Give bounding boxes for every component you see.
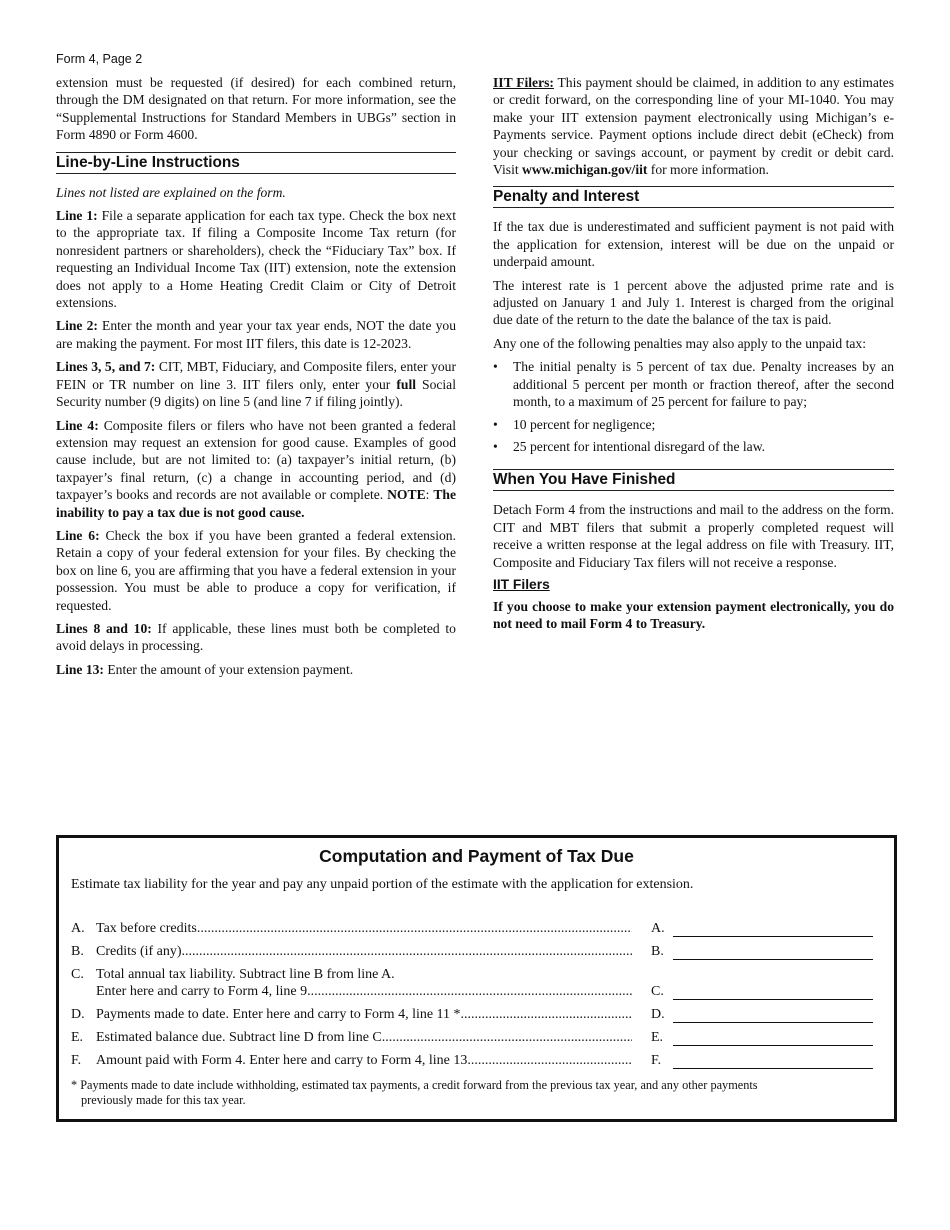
line-letter: B. (71, 944, 84, 959)
line-f-input[interactable] (673, 1056, 873, 1069)
line6-text: Check the box if you have been granted a federal extension. Retain a copy of your federal extension for your files. By checking the box on line 6, you are affirming that you have a federal extension in your possession. You must be able to produce a copy for verification, if requested. (56, 527, 456, 613)
line-text: Tax before credits ..... (96, 920, 632, 937)
line6-instruction (56, 527, 456, 614)
line-a-row (71, 918, 881, 941)
left-column (56, 74, 456, 684)
iit-filers-subheading: IIT Filers (493, 576, 550, 592)
lines-8-10-label: Lines 8 and 10: (56, 620, 152, 636)
line-f-row (71, 1050, 881, 1073)
line-letter: A. (71, 921, 85, 936)
lines-3-5-7-text-a: CIT, MBT, Fiduciary, and Composite filers, enter your FEIN or TR number on line 3. IIT filers only, enter your (56, 359, 456, 392)
lines-note: Lines not listed are explained on the form. (56, 184, 286, 200)
right-column (493, 74, 894, 639)
computation-footnote (71, 1078, 871, 1107)
line1-text: File a separate application for each tax type. Check the box next to the appropriate tax. If filing a Composite Income Tax return (for nonresident partners or shareholders), check the “Fiduciary Tax” box. If requesting an Individual Income Tax (IIT) extension, note the extension does not apply to a Home Heating Credit Claim or City of Detroit extensions. (56, 208, 456, 311)
answer-letter: A. (651, 921, 665, 936)
line2-label: Line 2: (56, 318, 98, 334)
lines-3-5-7-instruction (56, 358, 456, 410)
line4-text: Composite filers or filers who have not been granted a federal extension may request an extension for good cause. Examples of good cause include, but are not limited to: (a) taxpayer’s initial return, (b) taxpayer’s final return, (c) a change in accounting period, and (d) taxpayer’s books and records are not available or complete. (56, 417, 456, 503)
line-text: Amount paid with Form 4. Enter here and carry to Form 4, line 13 ..... (96, 1052, 632, 1069)
line-d-row (71, 1004, 881, 1027)
answer-letter: E. (651, 1030, 664, 1045)
line-b-input[interactable] (673, 947, 873, 960)
line-letter: F. (71, 1053, 82, 1068)
line-a-input[interactable] (673, 924, 873, 937)
lines-8-10-instruction (56, 620, 456, 655)
iit-url-link[interactable]: www.michigan.gov/iit (522, 162, 648, 178)
lines-3-5-7-bold: full (396, 376, 416, 392)
lines-3-5-7-text-b: Social Security number (9 digits) on line 5 (and line 7 if filing jointly). (56, 376, 456, 410)
line4-instruction (56, 417, 456, 521)
line4-note-text: The inability to pay a tax due is not good cause. (56, 487, 456, 520)
line-text: Payments made to date. Enter here and carry to Form 4, line 11 * ..... (96, 1006, 632, 1023)
line-text-first: Total annual tax liability. Subtract line B from line A. (96, 967, 395, 982)
iit-filers-note: If you choose to make your extension payment electronically, you do not need to mail Form 4 to Treasury. (493, 598, 894, 632)
penalty-paragraph-3: Any one of the following penalties may also apply to the unpaid tax: (493, 335, 866, 351)
line4-label: Line 4: (56, 417, 99, 433)
line-e-row (71, 1027, 881, 1050)
line2-instruction (56, 317, 456, 352)
iit-filers-paragraph (493, 74, 894, 178)
line-c-input[interactable] (673, 987, 873, 1000)
penalty-heading: Penalty and Interest (493, 186, 894, 208)
lines-3-5-7-label: Lines 3, 5, and 7: (56, 359, 156, 375)
iit-filers-label: IIT Filers: (493, 75, 554, 90)
answer-letter: C. (651, 984, 664, 999)
iit-text-a: This payment should be claimed, in addition to any estimates or credit forward, on the corresponding line of your MI-1040. You may make your IIT extension payment electronically using Michigan’s e-Payments service. Payment options include direct debit (eCheck) from your checking or savings account, or payment by credit or debit card. Visit (493, 75, 894, 178)
line13-text: Enter the amount of your extension payment. (103, 661, 354, 677)
line4-note-sep: : (425, 487, 434, 503)
line4-note-label: NOTE (387, 487, 426, 503)
line-d-input[interactable] (673, 1010, 873, 1023)
finished-heading: When You Have Finished (493, 469, 894, 491)
line6-label: Line 6: (56, 527, 100, 543)
line-c-row (71, 964, 881, 1004)
line-by-line-heading: Line-by-Line Instructions (56, 152, 456, 174)
footnote-line-2: previously made for this tax year. (81, 1092, 246, 1107)
footnote-line-1: * Payments made to date include withholding, estimated tax payments, a credit forward from the previous tax year, and any other payments (71, 1078, 758, 1092)
answer-letter: B. (651, 944, 664, 959)
line2-text: Enter the month and year your tax year ends, NOT the date you are making the payment. For most IIT filers, this date is 12-2023. (56, 318, 456, 351)
line13-instruction (56, 661, 456, 678)
line13-label: Line 13: (56, 661, 104, 677)
page-header: Form 4, Page 2 (56, 52, 143, 66)
intro-paragraph: extension must be requested (if desired) for each combined return, through the DM designated on that return. For more information, see the “Supplemental Instructions for Standard Members in UBGs” section in Form 4890 or Form 4600. (56, 75, 456, 143)
line-letter: D. (71, 1007, 85, 1022)
line-e-input[interactable] (673, 1033, 873, 1046)
line1-instruction (56, 207, 456, 311)
line-text: Estimated balance due. Subtract line D from line C ..... (96, 1029, 632, 1046)
finished-paragraph: Detach Form 4 from the instructions and mail to the address on the form. CIT and MBT filers that submit a properly completed request will receive a written response at the legal address on file with Treasury. IIT, Composite and Fiduciary Tax filers will not receive a response. (493, 502, 894, 570)
penalty-item: • 10 percent for negligence; (493, 416, 894, 433)
penalty-item: • 25 percent for intentional disregard of the law. (493, 438, 894, 455)
penalty-list (493, 358, 894, 455)
line-b-row (71, 941, 881, 964)
iit-text-b: for more information. (647, 162, 769, 178)
computation-intro: Estimate tax liability for the year and pay any unpaid portion of the estimate with the application for extension. (71, 877, 694, 892)
lines-8-10-text: If applicable, these lines must both be completed to avoid delays in processing. (56, 620, 456, 654)
line-letter: E. (71, 1030, 84, 1045)
penalty-paragraph-1: If the tax due is underestimated and sufficient payment is not paid with the application for extension, interest will be due on the unpaid or underpaid amount. (493, 219, 894, 270)
line-text: Enter here and carry to Form 4, line 9 ..... (96, 983, 632, 1000)
answer-letter: D. (651, 1007, 665, 1022)
penalty-paragraph-2: The interest rate is 1 percent above the adjusted prime rate and is adjusted on January 1 and July 1. Interest is charged from the original due date of the return to the date the balance of the tax is paid. (493, 277, 894, 328)
line1-label: Line 1: (56, 208, 98, 224)
line-text: Credits (if any) ..... (96, 943, 632, 960)
computation-box (56, 835, 897, 1122)
answer-letter: F. (651, 1053, 662, 1068)
computation-lines (71, 918, 881, 1073)
line-letter: C. (71, 967, 84, 982)
penalty-item: • The initial penalty is 5 percent of tax due. Penalty increases by an additional 5 percent per month or fraction thereof, after the second month, to a maximum of 25 percent for failure to pay; (493, 358, 894, 410)
computation-title: Computation and Payment of Tax Due (319, 846, 634, 866)
